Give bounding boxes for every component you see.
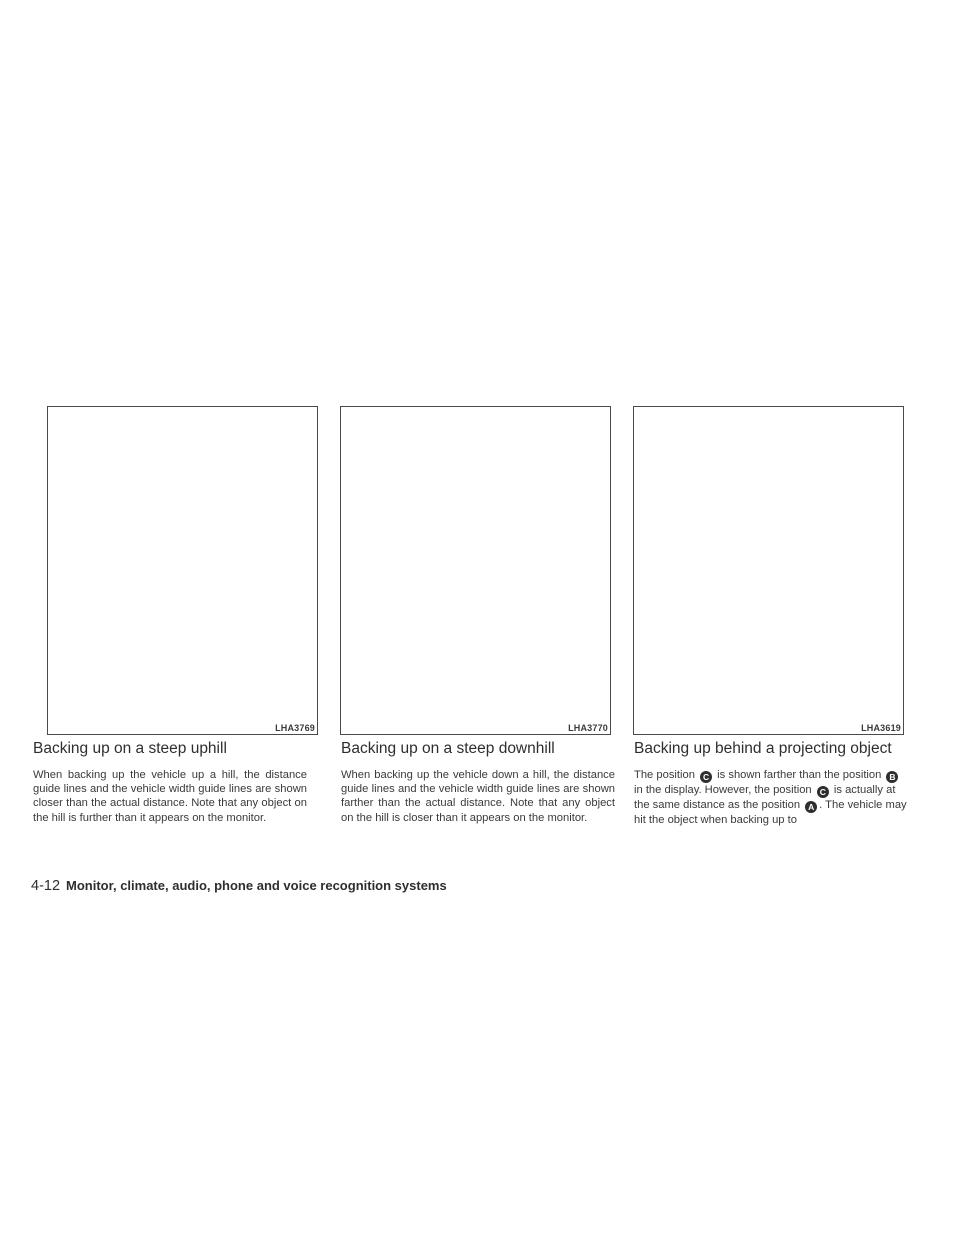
figure-code: LHA3769 [275, 723, 315, 733]
marker-a-icon: A [805, 801, 817, 813]
marker-b-icon: B [886, 771, 898, 783]
section-uphill [33, 740, 307, 825]
section-downhill [341, 740, 615, 825]
page-number: 4-12 [31, 878, 61, 894]
figure-code: LHA3770 [568, 723, 608, 733]
body-text: The position [634, 769, 695, 781]
body-text: . The vehicle may hit the object when backing up to [634, 799, 907, 826]
body-text: in the display. However, the position [634, 784, 812, 796]
body-text: is shown farther than the position [717, 769, 882, 781]
chapter-title: Monitor, climate, audio, phone and voice recognition systems [66, 878, 447, 893]
section-body [634, 768, 908, 827]
section-heading: Backing up behind a projecting object [634, 740, 892, 757]
figure-downhill [340, 406, 611, 735]
marker-c-icon: C [817, 786, 829, 798]
section-body: When backing up the vehicle up a hill, the distance guide lines and the vehicle width guide lines are shown closer than the actual distance. Note that any object on the hill is further than it appears on the monitor. [33, 769, 307, 824]
section-projecting-object [634, 740, 908, 827]
section-body: When backing up the vehicle down a hill, the distance guide lines and the vehicle width guide lines are shown farther than the actual distance. Note that any object on the hill is closer than it appears on the monitor. [341, 769, 615, 824]
section-heading: Backing up on a steep downhill [341, 740, 555, 757]
figure-projecting-object [633, 406, 904, 735]
section-heading: Backing up on a steep uphill [33, 740, 227, 757]
figure-uphill [47, 406, 318, 735]
page-footer [31, 878, 447, 894]
marker-c-icon: C [700, 771, 712, 783]
figure-code: LHA3619 [861, 723, 901, 733]
body-text: is actually at the same distance as the position [634, 784, 896, 811]
